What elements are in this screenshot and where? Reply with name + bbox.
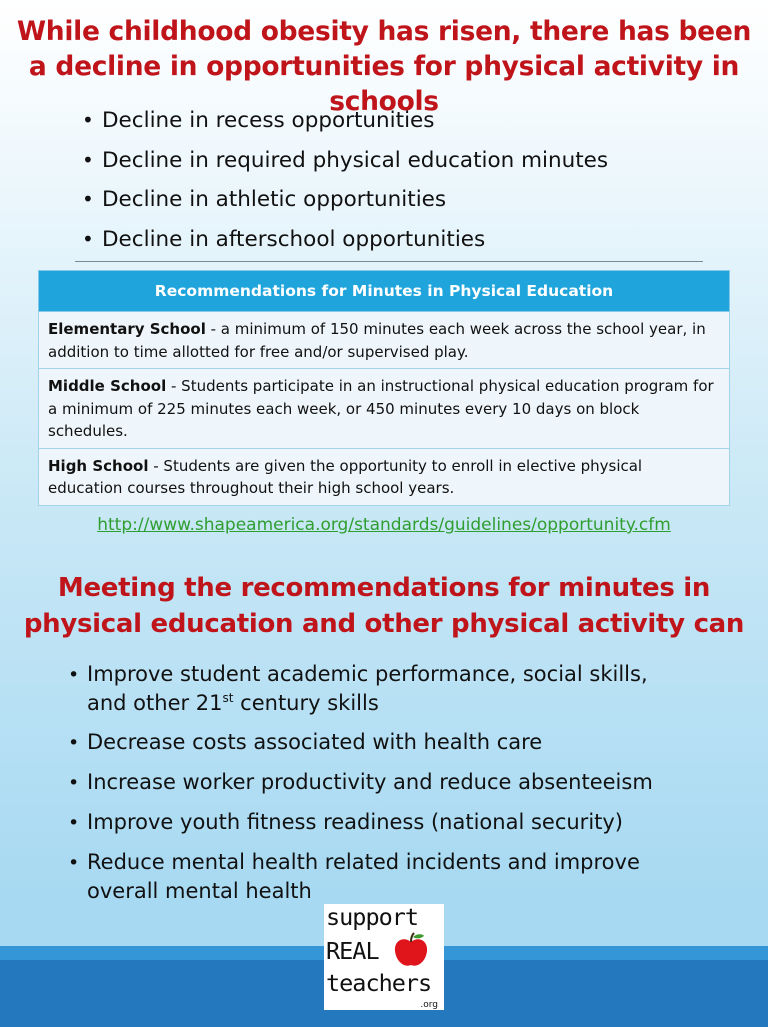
table-row bbox=[39, 312, 730, 369]
bullet-icon: • bbox=[82, 226, 94, 251]
bullet-icon: • bbox=[68, 852, 80, 874]
table-row bbox=[39, 369, 730, 449]
section-title bbox=[0, 570, 768, 642]
row-label: High School bbox=[48, 456, 149, 475]
list-item: • Improve youth fitness readiness (national security) bbox=[68, 808, 758, 837]
page-title-line-2: a decline in opportunities for physical activity in schools bbox=[28, 51, 740, 117]
support-real-teachers-logo bbox=[324, 904, 444, 1010]
bullet-icon: • bbox=[82, 187, 94, 211]
bullet-icon: • bbox=[82, 147, 94, 172]
page-title-line-1: While childhood obesity has risen, there has been bbox=[16, 16, 752, 47]
list-item: • Decline in recess opportunities bbox=[82, 104, 608, 144]
row-label: Elementary School bbox=[48, 320, 206, 338]
list-item: • Decline in required physical education minutes bbox=[82, 144, 608, 184]
table-cell-middle bbox=[39, 369, 730, 449]
bullet-icon: • bbox=[68, 812, 80, 834]
section-title-line-1: Meeting the recommendations for minutes in bbox=[57, 573, 711, 603]
source-link[interactable]: http://www.shapeamerica.org/standards/guidelines/opportunity.cfm bbox=[97, 515, 671, 535]
table-cell-elementary bbox=[39, 312, 730, 369]
list-item: • Increase worker productivity and reduce absenteeism bbox=[68, 768, 758, 797]
logo-line-1: support bbox=[326, 903, 419, 931]
list-item: • Decline in afterschool opportunities bbox=[82, 223, 608, 263]
bullet-icon: • bbox=[68, 732, 80, 754]
list-item: • Decrease costs associated with health care bbox=[68, 728, 758, 757]
table-cell-high bbox=[39, 448, 730, 505]
bullet-icon: • bbox=[82, 108, 94, 132]
benefits-list bbox=[68, 660, 758, 916]
divider bbox=[75, 261, 703, 262]
apple-icon bbox=[392, 932, 430, 970]
list-item: • Reduce mental health related incidents and improve overall mental health bbox=[68, 850, 640, 903]
table-row bbox=[39, 448, 730, 505]
logo-line-3: teachers bbox=[326, 969, 432, 997]
recommendations-table bbox=[38, 270, 730, 506]
list-item: • Improve student academic performance, social skills, and other 21st century skills bbox=[68, 662, 648, 715]
row-text: - a minimum of 150 minutes each week across the school year, in addition to time allotted for free and/or supervised play. bbox=[48, 320, 706, 361]
row-text: - Students are given the opportunity to enroll in elective physical education courses throughout their high school years. bbox=[48, 456, 643, 497]
logo-suffix: .org bbox=[420, 1000, 438, 1010]
decline-list bbox=[82, 104, 608, 262]
bullet-icon: • bbox=[68, 772, 80, 794]
row-text: - Students participate in an instructional physical education program for a minimum of 225 minutes each week, or 450 minutes every 10 days on block schedules. bbox=[48, 377, 714, 440]
list-item: • Decline in athletic opportunities bbox=[82, 183, 608, 223]
table-header: Recommendations for Minutes in Physical Education bbox=[39, 271, 730, 312]
bullet-icon: • bbox=[68, 664, 80, 686]
logo-line-2: REAL bbox=[326, 937, 379, 965]
row-label: Middle School bbox=[48, 377, 167, 395]
section-title-line-2: physical education and other physical activity can bbox=[23, 609, 745, 639]
